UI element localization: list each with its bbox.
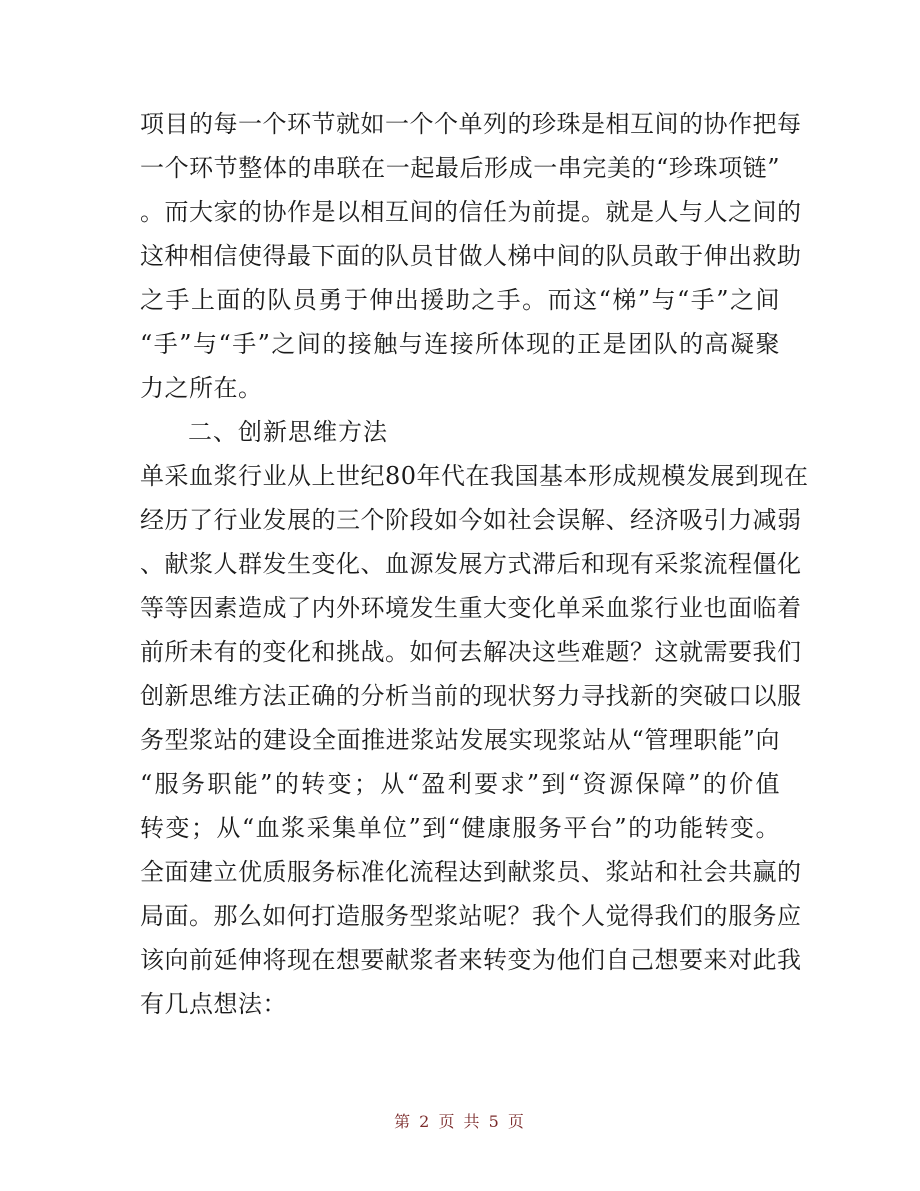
paragraph-line: 。而大家的协作是以相互间的信任为前提。就是人与人之间的 — [140, 198, 802, 226]
paragraph-line: 一个环节整体的串联在一起最后形成一串完美的“珍珠项链” — [140, 154, 780, 182]
paragraph-line: 单采血浆行业从上世纪80年代在我国基本形成规模发展到现在 — [140, 462, 809, 490]
paragraph-line: 全面建立优质服务标准化流程达到献浆员、浆站和社会共赢的 — [140, 858, 802, 886]
paragraph-line: 这种相信使得最下面的队员甘做人梯中间的队员敢于伸出救助 — [140, 242, 802, 270]
paragraph-line: 项目的每一个环节就如一个个单列的珍珠是相互间的协作把每 — [140, 110, 802, 138]
paragraph-line: 局面。那么如何打造服务型浆站呢？我个人觉得我们的服务应 — [140, 902, 802, 930]
paragraph-line: 转变；从“血浆采集单位”到“健康服务平台”的功能转变。 — [140, 814, 780, 842]
page-number-footer: 第 2 页 共 5 页 — [394, 1112, 526, 1131]
paragraph-line: 前所未有的变化和挑战。如何去解决这些难题？这就需要我们 — [140, 638, 802, 666]
paragraph-line: 之手上面的队员勇于伸出援助之手。而这“梯”与“手”之间 — [140, 286, 780, 314]
paragraph-line: 经历了行业发展的三个阶段如今如社会误解、经济吸引力减弱 — [140, 506, 802, 534]
paragraph-line: 力之所在。 — [140, 374, 263, 402]
paragraph-line: 该向前延伸将现在想要献浆者来转变为他们自己想要来对此我 — [140, 946, 802, 974]
paragraph-line: 务型浆站的建设全面推进浆站发展实现浆站从“管理职能”向 — [140, 726, 780, 754]
paragraph-line: “手”与“手”之间的接触与连接所体现的正是团队的高凝聚 — [140, 330, 780, 358]
paragraph-line: 创新思维方法正确的分析当前的现状努力寻找新的突破口以服 — [140, 682, 802, 710]
paragraph-line: 、献浆人群发生变化、血源发展方式滞后和现有采浆流程僵化 — [140, 550, 802, 578]
paragraph-line: “服务职能”的转变；从“盈利要求”到“资源保障”的价值 — [140, 770, 780, 798]
paragraph-line: 等等因素造成了内外环境发生重大变化单采血浆行业也面临着 — [140, 594, 802, 622]
section-heading: 二、创新思维方法 — [188, 418, 388, 446]
paragraph-line: 有几点想法： — [140, 990, 287, 1018]
